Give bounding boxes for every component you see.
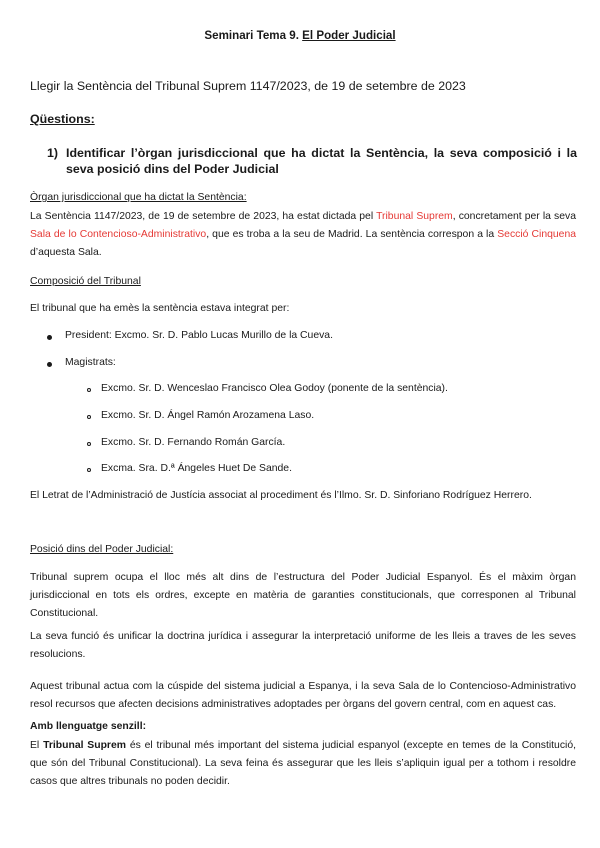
- question-1-number: 1): [47, 146, 59, 160]
- highlight-tribunal-suprem: Tribunal Suprem: [376, 211, 453, 222]
- organ-text-4: d’aquesta Sala.: [30, 247, 102, 258]
- sub-bullet-circle: [87, 388, 91, 392]
- position-paragraph-3: Aquest tribunal actua com la cúspide del sistema judicial a Espanya, i la seva Sala de lo Contencioso-Administrativo resol recursos que afecten decisions administratives adoptades per òrgans del govern central, com en aquest cas.: [30, 681, 576, 710]
- highlight-sala: Sala de lo Contencioso-Administrativo: [30, 229, 207, 240]
- bullet-dot: [47, 362, 52, 367]
- simple-heading: Amb llenguatge senzill:: [30, 721, 147, 732]
- bullet-dot: [47, 335, 52, 340]
- magistrat-item: Excma. Sra. D.ª Ángeles Huet De Sande.: [101, 463, 292, 474]
- sub-bullet-circle: [87, 442, 91, 446]
- sub-bullet-circle: [87, 468, 91, 472]
- letrat-line: El Letrat de l’Administració de Justícia associat al procediment és l’Ilmo. Sr. D. Sinforiano Rodríguez Herrero.: [30, 490, 532, 501]
- magistrat-item: Excmo. Sr. D. Fernando Román García.: [101, 437, 286, 448]
- simple-text-bold: Tribunal Suprem: [43, 740, 126, 751]
- simple-paragraph: [30, 737, 576, 791]
- organ-paragraph: [30, 208, 576, 262]
- sub-bullet-circle: [87, 415, 91, 419]
- magistrat-item: Excmo. Sr. D. Wenceslao Francisco Olea Godoy (ponente de la sentència).: [101, 383, 448, 394]
- questions-label: Qüestions:: [30, 112, 95, 126]
- magistrats-label: Magistrats:: [65, 357, 116, 368]
- intro-line: Llegir la Sentència del Tribunal Suprem 1147/2023, de 19 de setembre de 2023: [30, 79, 466, 93]
- organ-heading: Òrgan jurisdiccional que ha dictat la Sentència:: [30, 192, 247, 203]
- title-prefix: Seminari Tema 9.: [204, 29, 299, 42]
- president-item: President: Excmo. Sr. D. Pablo Lucas Murillo de la Cueva.: [65, 330, 333, 341]
- magistrat-item: Excmo. Sr. D. Ángel Ramón Arozamena Laso.: [101, 410, 315, 421]
- position-heading: Posició dins del Poder Judicial:: [30, 544, 174, 555]
- document-title: [0, 29, 600, 42]
- composition-intro: El tribunal que ha emès la sentència estava integrat per:: [30, 303, 290, 314]
- simple-text-rest: és el tribunal més important del sistema judicial espanyol (excepte en temes de la Constitució, que són del Tribunal Constitucional). La seva feina és assegurar que les lleis s’apliquin igual per a tothom i resoldre casos que altres tribunals no poden decidir.: [30, 740, 577, 787]
- composition-heading: Composició del Tribunal: [30, 276, 141, 287]
- highlight-seccio: Secció Cinquena: [497, 229, 577, 240]
- question-1: [47, 145, 577, 177]
- question-1-text: Identificar l’òrgan jurisdiccional que ha dictat la Sentència, la seva composició i la seva posició dins del Poder Judicial: [66, 146, 577, 176]
- organ-text-3: , que es troba a la seu de Madrid. La sentència correspon a la: [206, 229, 495, 240]
- title-underlined: El Poder Judicial: [302, 29, 396, 42]
- organ-text-1: La Sentència 1147/2023, de 19 de setembre de 2023, ha estat dictada pel: [30, 211, 374, 222]
- simple-text-start: El: [30, 740, 40, 751]
- organ-text-2: , concretament per la seva: [452, 211, 576, 222]
- position-paragraph-1: Tribunal suprem ocupa el lloc més alt dins de l’estructura del Poder Judicial Espanyol. És el màxim òrgan jurisdiccional en tots els ordres, excepte en matèria de garanties constitucionals, que corresponen al Tribunal Constitucional.: [30, 572, 576, 619]
- position-paragraph-2: La seva funció és unificar la doctrina jurídica i assegurar la interpretació uniforme de les lleis a traves de les seves resolucions.: [30, 631, 576, 660]
